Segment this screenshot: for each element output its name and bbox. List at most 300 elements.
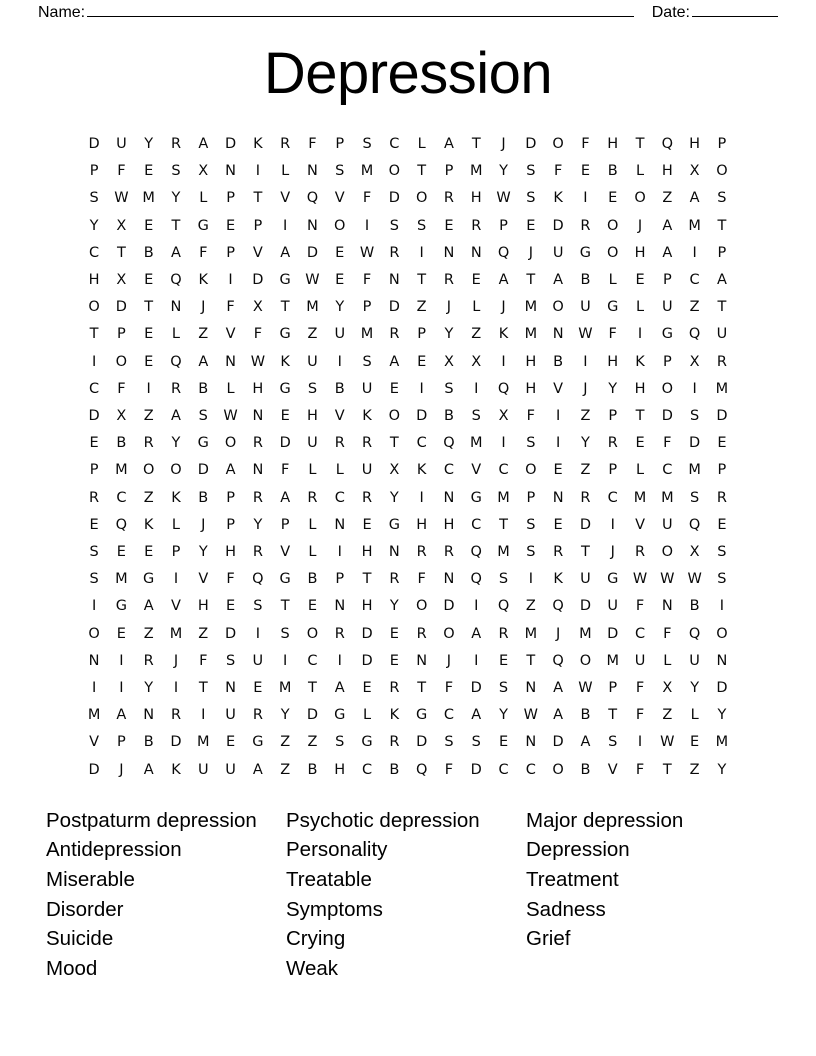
grid-cell[interactable]: D: [552, 734, 564, 751]
word-list-item[interactable]: Suicide: [46, 927, 114, 951]
grid-cell[interactable]: C: [498, 462, 509, 479]
grid-cell[interactable]: J: [201, 299, 206, 316]
grid-cell[interactable]: B: [607, 163, 618, 180]
grid-cell[interactable]: A: [171, 244, 181, 261]
grid-cell[interactable]: Z: [198, 326, 209, 343]
grid-cell[interactable]: Z: [198, 625, 209, 642]
grid-cell[interactable]: S: [717, 190, 727, 207]
grid-cell[interactable]: T: [581, 543, 590, 560]
grid-cell[interactable]: S: [608, 734, 618, 751]
grid-cell[interactable]: M: [633, 489, 647, 506]
grid-cell[interactable]: R: [362, 489, 373, 506]
grid-cell[interactable]: R: [252, 435, 263, 452]
grid-cell[interactable]: S: [526, 163, 536, 180]
grid-cell[interactable]: Z: [662, 190, 673, 207]
grid-cell[interactable]: E: [280, 407, 290, 424]
grid-cell[interactable]: R: [443, 271, 454, 288]
grid-cell[interactable]: H: [634, 244, 646, 261]
grid-cell[interactable]: K: [171, 761, 181, 778]
grid-cell[interactable]: F: [117, 380, 126, 397]
grid-cell[interactable]: R: [252, 543, 263, 560]
grid-cell[interactable]: D: [661, 407, 673, 424]
grid-cell[interactable]: O: [552, 299, 564, 316]
grid-cell[interactable]: S: [498, 679, 509, 696]
grid-cell[interactable]: F: [635, 679, 645, 696]
grid-cell[interactable]: P: [608, 407, 618, 424]
grid-cell[interactable]: M: [524, 625, 538, 642]
grid-cell[interactable]: R: [389, 679, 400, 696]
grid-cell[interactable]: U: [716, 326, 728, 343]
grid-cell[interactable]: K: [416, 462, 427, 479]
grid-cell[interactable]: Z: [143, 489, 154, 506]
grid-cell[interactable]: T: [717, 217, 727, 234]
grid-cell[interactable]: T: [717, 299, 727, 316]
grid-cell[interactable]: L: [308, 462, 317, 479]
grid-cell[interactable]: A: [334, 679, 345, 696]
grid-cell[interactable]: E: [362, 679, 372, 696]
grid-cell[interactable]: E: [225, 598, 236, 615]
grid-cell[interactable]: Y: [499, 163, 508, 180]
grid-cell[interactable]: T: [280, 598, 290, 615]
grid-cell[interactable]: A: [553, 679, 564, 696]
grid-cell[interactable]: N: [388, 271, 400, 288]
grid-cell[interactable]: D: [197, 462, 209, 479]
grid-cell[interactable]: T: [417, 163, 427, 180]
grid-cell[interactable]: I: [501, 353, 506, 370]
grid-cell[interactable]: Z: [280, 734, 291, 751]
grid-cell[interactable]: K: [553, 571, 563, 588]
grid-cell[interactable]: C: [607, 489, 618, 506]
grid-cell[interactable]: F: [226, 299, 235, 316]
grid-cell[interactable]: I: [528, 571, 533, 588]
grid-cell[interactable]: G: [279, 571, 291, 588]
grid-cell[interactable]: B: [307, 761, 318, 778]
grid-cell[interactable]: A: [225, 462, 236, 479]
grid-cell[interactable]: J: [119, 761, 124, 778]
grid-cell[interactable]: T: [417, 271, 427, 288]
grid-cell[interactable]: G: [197, 217, 209, 234]
grid-cell[interactable]: G: [361, 734, 373, 751]
grid-cell[interactable]: N: [143, 707, 155, 724]
grid-cell[interactable]: H: [607, 135, 619, 152]
grid-cell[interactable]: S: [526, 435, 536, 452]
grid-cell[interactable]: Z: [471, 326, 482, 343]
grid-cell[interactable]: Z: [307, 734, 318, 751]
grid-cell[interactable]: N: [552, 489, 564, 506]
grid-cell[interactable]: F: [362, 271, 372, 288]
grid-cell[interactable]: O: [388, 163, 401, 180]
grid-cell[interactable]: E: [144, 217, 154, 234]
grid-cell[interactable]: O: [607, 244, 619, 261]
grid-cell[interactable]: D: [88, 407, 100, 424]
grid-cell[interactable]: O: [115, 353, 128, 370]
grid-cell[interactable]: S: [198, 407, 208, 424]
grid-cell[interactable]: F: [581, 135, 590, 152]
grid-cell[interactable]: R: [716, 489, 727, 506]
grid-cell[interactable]: I: [419, 244, 424, 261]
grid-cell[interactable]: F: [308, 135, 317, 152]
grid-cell[interactable]: M: [169, 625, 183, 642]
grid-cell[interactable]: H: [634, 380, 646, 397]
grid-cell[interactable]: U: [662, 299, 673, 316]
grid-cell[interactable]: M: [360, 163, 374, 180]
grid-cell[interactable]: H: [607, 353, 619, 370]
grid-cell[interactable]: D: [416, 407, 428, 424]
grid-cell[interactable]: M: [688, 462, 701, 479]
grid-cell[interactable]: F: [663, 625, 672, 642]
grid-cell[interactable]: E: [417, 353, 427, 370]
grid-cell[interactable]: I: [255, 163, 260, 180]
grid-cell[interactable]: Z: [689, 299, 700, 316]
grid-cell[interactable]: L: [690, 707, 699, 724]
grid-cell[interactable]: S: [690, 407, 700, 424]
grid-cell[interactable]: N: [334, 516, 346, 533]
grid-cell[interactable]: T: [499, 516, 508, 533]
grid-cell[interactable]: G: [607, 299, 619, 316]
grid-cell[interactable]: S: [717, 543, 727, 560]
grid-cell[interactable]: T: [362, 571, 372, 588]
grid-cell[interactable]: M: [115, 571, 128, 588]
grid-cell[interactable]: S: [362, 135, 372, 152]
grid-cell[interactable]: F: [417, 571, 426, 588]
grid-cell[interactable]: U: [361, 462, 373, 479]
grid-cell[interactable]: G: [279, 326, 291, 343]
grid-cell[interactable]: B: [580, 271, 591, 288]
grid-cell[interactable]: R: [498, 625, 509, 642]
grid-cell[interactable]: Z: [580, 407, 591, 424]
grid-cell[interactable]: K: [171, 489, 181, 506]
grid-cell[interactable]: H: [470, 190, 482, 207]
grid-cell[interactable]: I: [583, 190, 588, 207]
grid-cell[interactable]: I: [337, 652, 342, 669]
grid-cell[interactable]: R: [334, 435, 345, 452]
grid-cell[interactable]: I: [337, 543, 342, 560]
grid-cell[interactable]: F: [280, 462, 290, 479]
grid-cell[interactable]: L: [171, 516, 181, 533]
grid-cell[interactable]: L: [635, 163, 645, 180]
grid-cell[interactable]: D: [224, 625, 237, 642]
grid-cell[interactable]: U: [580, 571, 591, 588]
grid-cell[interactable]: L: [635, 462, 645, 479]
grid-cell[interactable]: D: [279, 435, 291, 452]
grid-cell[interactable]: M: [306, 299, 319, 316]
grid-cell[interactable]: W: [250, 353, 266, 370]
word-list-item[interactable]: Psychotic depression: [286, 808, 480, 832]
grid-cell[interactable]: P: [226, 190, 235, 207]
grid-cell[interactable]: E: [389, 625, 399, 642]
grid-cell[interactable]: O: [443, 625, 455, 642]
grid-cell[interactable]: T: [471, 135, 481, 152]
grid-cell[interactable]: S: [498, 571, 509, 588]
grid-cell[interactable]: N: [307, 217, 318, 234]
grid-cell[interactable]: R: [280, 135, 291, 152]
grid-cell[interactable]: E: [635, 435, 645, 452]
grid-cell[interactable]: I: [91, 353, 97, 370]
grid-cell[interactable]: S: [89, 190, 99, 207]
grid-cell[interactable]: S: [171, 163, 181, 180]
grid-cell[interactable]: I: [555, 407, 561, 424]
grid-cell[interactable]: N: [552, 326, 564, 343]
grid-cell[interactable]: Q: [443, 435, 455, 452]
grid-cell[interactable]: S: [526, 543, 536, 560]
grid-cell[interactable]: M: [497, 543, 510, 560]
grid-cell[interactable]: R: [362, 435, 373, 452]
grid-cell[interactable]: U: [607, 598, 619, 615]
grid-cell[interactable]: D: [470, 761, 482, 778]
grid-cell[interactable]: Z: [689, 761, 700, 778]
grid-cell[interactable]: C: [498, 761, 509, 778]
grid-cell[interactable]: E: [225, 734, 236, 751]
grid-cell[interactable]: B: [689, 598, 700, 615]
grid-cell[interactable]: N: [88, 652, 100, 669]
grid-cell[interactable]: S: [307, 380, 318, 397]
grid-cell[interactable]: R: [252, 489, 263, 506]
word-list-item[interactable]: Antidepression: [46, 838, 182, 862]
grid-cell[interactable]: E: [717, 516, 727, 533]
grid-cell[interactable]: I: [173, 679, 179, 696]
grid-cell[interactable]: X: [116, 407, 127, 424]
grid-cell[interactable]: H: [361, 598, 373, 615]
grid-cell[interactable]: O: [552, 135, 564, 152]
grid-cell[interactable]: X: [116, 217, 127, 234]
grid-cell[interactable]: H: [416, 516, 428, 533]
grid-cell[interactable]: J: [501, 299, 506, 316]
grid-cell[interactable]: Y: [171, 435, 181, 452]
grid-cell[interactable]: L: [308, 516, 317, 533]
grid-cell[interactable]: N: [307, 163, 318, 180]
grid-cell[interactable]: A: [143, 761, 154, 778]
grid-cell[interactable]: Z: [143, 625, 154, 642]
grid-cell[interactable]: S: [471, 734, 481, 751]
grid-cell[interactable]: Q: [415, 761, 428, 778]
grid-cell[interactable]: N: [225, 353, 236, 370]
grid-cell[interactable]: W: [632, 571, 648, 588]
grid-cell[interactable]: Q: [497, 598, 510, 615]
grid-cell[interactable]: E: [444, 217, 454, 234]
grid-cell[interactable]: R: [716, 353, 727, 370]
grid-cell[interactable]: E: [144, 353, 154, 370]
grid-cell[interactable]: B: [116, 435, 127, 452]
grid-cell[interactable]: Z: [662, 707, 673, 724]
grid-cell[interactable]: L: [663, 652, 672, 669]
grid-cell[interactable]: G: [607, 571, 619, 588]
grid-cell[interactable]: X: [662, 679, 673, 696]
grid-cell[interactable]: Y: [581, 435, 590, 452]
grid-cell[interactable]: H: [307, 407, 318, 424]
grid-cell[interactable]: Y: [499, 707, 508, 724]
grid-cell[interactable]: M: [524, 326, 538, 343]
grid-cell[interactable]: U: [552, 244, 564, 261]
grid-cell[interactable]: T: [198, 679, 208, 696]
grid-cell[interactable]: G: [279, 271, 291, 288]
grid-cell[interactable]: D: [416, 734, 428, 751]
grid-cell[interactable]: X: [389, 462, 400, 479]
grid-cell[interactable]: X: [471, 353, 482, 370]
grid-cell[interactable]: M: [87, 707, 101, 724]
grid-cell[interactable]: M: [497, 489, 510, 506]
grid-cell[interactable]: V: [198, 571, 209, 588]
grid-cell[interactable]: I: [91, 598, 97, 615]
grid-cell[interactable]: L: [226, 380, 235, 397]
grid-cell[interactable]: E: [498, 734, 509, 751]
grid-cell[interactable]: Q: [552, 652, 564, 669]
grid-cell[interactable]: I: [119, 679, 124, 696]
grid-cell[interactable]: S: [471, 407, 481, 424]
grid-cell[interactable]: P: [417, 326, 427, 343]
grid-cell[interactable]: R: [580, 217, 591, 234]
grid-cell[interactable]: S: [89, 543, 99, 560]
grid-cell[interactable]: O: [415, 598, 428, 615]
grid-cell[interactable]: D: [306, 707, 319, 724]
grid-cell[interactable]: N: [443, 571, 455, 588]
grid-cell[interactable]: B: [553, 353, 564, 370]
grid-cell[interactable]: B: [580, 761, 591, 778]
grid-cell[interactable]: H: [661, 163, 673, 180]
grid-cell[interactable]: N: [334, 598, 346, 615]
grid-cell[interactable]: R: [607, 435, 618, 452]
grid-cell[interactable]: J: [637, 217, 643, 234]
grid-cell[interactable]: T: [116, 244, 126, 261]
grid-cell[interactable]: Q: [252, 571, 264, 588]
grid-cell[interactable]: Q: [470, 571, 482, 588]
grid-cell[interactable]: C: [116, 489, 127, 506]
grid-cell[interactable]: P: [226, 489, 235, 506]
grid-cell[interactable]: Y: [389, 598, 399, 615]
grid-cell[interactable]: S: [225, 652, 236, 669]
grid-cell[interactable]: D: [388, 299, 400, 316]
word-list-item[interactable]: Depression: [526, 838, 630, 862]
grid-cell[interactable]: Y: [717, 761, 727, 778]
grid-cell[interactable]: I: [255, 625, 260, 642]
grid-cell[interactable]: Y: [144, 135, 154, 152]
grid-cell[interactable]: T: [526, 652, 536, 669]
grid-cell[interactable]: K: [280, 353, 290, 370]
grid-cell[interactable]: D: [579, 598, 592, 615]
grid-cell[interactable]: N: [225, 163, 236, 180]
grid-cell[interactable]: O: [716, 163, 728, 180]
grid-cell[interactable]: A: [662, 244, 673, 261]
grid-cell[interactable]: O: [525, 462, 537, 479]
grid-cell[interactable]: J: [555, 625, 561, 642]
grid-cell[interactable]: M: [715, 734, 729, 751]
grid-cell[interactable]: R: [389, 734, 400, 751]
grid-cell[interactable]: J: [501, 135, 506, 152]
grid-cell[interactable]: P: [526, 489, 536, 506]
grid-cell[interactable]: D: [689, 435, 701, 452]
grid-cell[interactable]: P: [444, 163, 454, 180]
grid-cell[interactable]: X: [116, 271, 127, 288]
grid-cell[interactable]: V: [471, 462, 482, 479]
grid-cell[interactable]: G: [143, 571, 155, 588]
word-list-item[interactable]: Treatable: [286, 867, 372, 891]
grid-cell[interactable]: H: [252, 380, 264, 397]
grid-cell[interactable]: F: [444, 761, 454, 778]
grid-cell[interactable]: M: [579, 625, 592, 642]
grid-cell[interactable]: P: [335, 571, 345, 588]
grid-cell[interactable]: J: [446, 299, 452, 316]
grid-cell[interactable]: F: [553, 163, 563, 180]
grid-cell[interactable]: T: [417, 679, 427, 696]
grid-cell[interactable]: F: [608, 326, 617, 343]
grid-cell[interactable]: D: [716, 407, 728, 424]
grid-cell[interactable]: J: [446, 652, 452, 669]
word-list-item[interactable]: Sadness: [526, 897, 606, 921]
grid-cell[interactable]: V: [635, 516, 645, 533]
grid-cell[interactable]: I: [555, 435, 561, 452]
grid-cell[interactable]: S: [335, 734, 345, 751]
grid-cell[interactable]: A: [171, 407, 181, 424]
grid-cell[interactable]: R: [389, 326, 400, 343]
grid-cell[interactable]: D: [470, 679, 482, 696]
grid-cell[interactable]: R: [252, 707, 263, 724]
grid-cell[interactable]: P: [280, 516, 290, 533]
grid-cell[interactable]: K: [198, 271, 209, 288]
grid-cell[interactable]: S: [389, 217, 399, 234]
grid-cell[interactable]: O: [88, 625, 100, 642]
grid-cell[interactable]: H: [689, 135, 701, 152]
grid-cell[interactable]: W: [660, 734, 675, 751]
grid-cell[interactable]: R: [443, 543, 454, 560]
grid-cell[interactable]: I: [474, 380, 479, 397]
grid-cell[interactable]: U: [252, 652, 264, 669]
grid-cell[interactable]: F: [635, 598, 645, 615]
grid-cell[interactable]: A: [198, 135, 209, 152]
grid-cell[interactable]: T: [144, 299, 154, 316]
grid-cell[interactable]: U: [307, 353, 318, 370]
grid-cell[interactable]: P: [89, 462, 99, 479]
grid-cell[interactable]: Q: [552, 598, 564, 615]
grid-cell[interactable]: V: [225, 326, 236, 343]
grid-cell[interactable]: I: [283, 652, 288, 669]
grid-cell[interactable]: O: [716, 625, 728, 642]
grid-cell[interactable]: J: [201, 516, 206, 533]
grid-cell[interactable]: M: [469, 435, 483, 452]
grid-cell[interactable]: B: [443, 407, 454, 424]
grid-cell[interactable]: I: [692, 244, 697, 261]
grid-cell[interactable]: I: [201, 707, 206, 724]
grid-cell[interactable]: H: [197, 598, 209, 615]
grid-cell[interactable]: X: [498, 407, 509, 424]
grid-cell[interactable]: T: [389, 435, 399, 452]
grid-cell[interactable]: A: [498, 271, 509, 288]
grid-cell[interactable]: U: [116, 135, 127, 152]
grid-cell[interactable]: G: [416, 707, 428, 724]
grid-cell[interactable]: M: [688, 217, 701, 234]
grid-cell[interactable]: B: [198, 489, 209, 506]
grid-cell[interactable]: E: [89, 516, 99, 533]
grid-cell[interactable]: D: [443, 598, 455, 615]
grid-cell[interactable]: E: [580, 163, 591, 180]
grid-cell[interactable]: U: [580, 299, 591, 316]
grid-cell[interactable]: V: [171, 598, 181, 615]
grid-cell[interactable]: U: [225, 761, 236, 778]
grid-cell[interactable]: A: [471, 707, 482, 724]
grid-cell[interactable]: X: [198, 163, 209, 180]
grid-cell[interactable]: X: [443, 353, 454, 370]
grid-cell[interactable]: Q: [688, 625, 701, 642]
grid-cell[interactable]: L: [199, 190, 208, 207]
grid-cell[interactable]: R: [334, 625, 345, 642]
grid-cell[interactable]: E: [389, 652, 399, 669]
grid-cell[interactable]: O: [334, 217, 346, 234]
grid-cell[interactable]: X: [689, 353, 700, 370]
grid-cell[interactable]: R: [389, 244, 400, 261]
grid-cell[interactable]: D: [224, 135, 237, 152]
grid-cell[interactable]: T: [171, 217, 181, 234]
grid-cell[interactable]: I: [637, 326, 643, 343]
grid-cell[interactable]: Y: [608, 380, 618, 397]
grid-cell[interactable]: W: [523, 707, 538, 724]
